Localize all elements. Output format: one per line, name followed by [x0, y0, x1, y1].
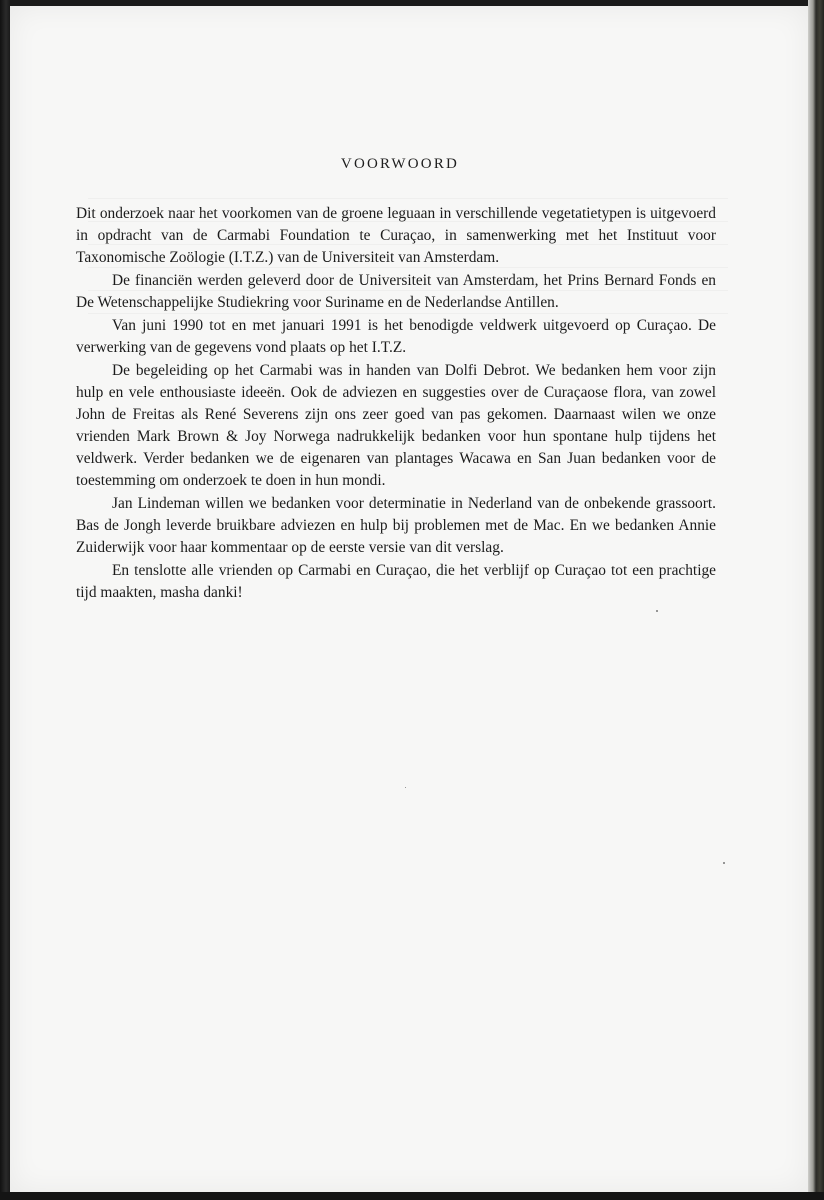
paragraph-4: De begeleiding op het Carmabi was in handen van Dolfi Debrot. We bedanken hem voor zijn hulp en vele enthousiaste ideeën. Ook de adviezen en suggesties over de Curaçaose flora, van zowel John de Freitas als René Severens zijn ons zeer goed van pas gekomen. Daarnaast wilen we onze vrienden Mark Brown & Joy Norwega nadrukkelijk bedanken voor hun spontane hulp tijdens het veldwerk. Verder bedanken we de eigenaren van plantages Wacawa en San Juan bedanken voor de toestemming om onderzoek te doen in hun mondi. [76, 362, 716, 489]
page-title: VOORWOORD [340, 156, 460, 172]
body-text [76, 203, 716, 605]
book-edge [808, 0, 824, 1200]
scan-speck [723, 862, 725, 864]
paragraph-1: Dit onderzoek naar het voorkomen van de groene leguaan in verschillende vegetatietypen is uitgevoerd in opdracht van de Carmabi Foundation te Curaçao, in samenwerking met het Instituut voor Taxonomische Zoölogie (I.T.Z.) van de Universiteit van Amsterdam. [76, 205, 716, 266]
scan-speck [405, 787, 406, 788]
document-page [10, 6, 808, 1192]
scan-bottom-border [0, 1192, 824, 1200]
paragraph-6: En tenslotte alle vrienden op Carmabi en Curaçao, die het verblijf op Curaçao tot een prachtige tijd maakten, masha danki! [76, 562, 716, 601]
paragraph-2: De financiën werden geleverd door de Universiteit van Amsterdam, het Prins Bernard Fonds en De Wetenschappelijke Studiekring voor Suriname en de Nederlandse Antillen. [76, 272, 716, 311]
paragraph-3: Van juni 1990 tot en met januari 1991 is het benodigde veldwerk uitgevoerd op Curaçao. De verwerking van de gegevens vond plaats op het I.T.Z. [76, 317, 716, 356]
scan-speck [656, 610, 658, 612]
paragraph-5: Jan Lindeman willen we bedanken voor determinatie in Nederland van de onbekende grassoort. Bas de Jongh leverde bruikbare adviezen en hulp bij problemen met de Mac. En we bedanken Annie Zuiderwijk voor haar kommentaar op de eerste versie van dit verslag. [76, 495, 716, 556]
